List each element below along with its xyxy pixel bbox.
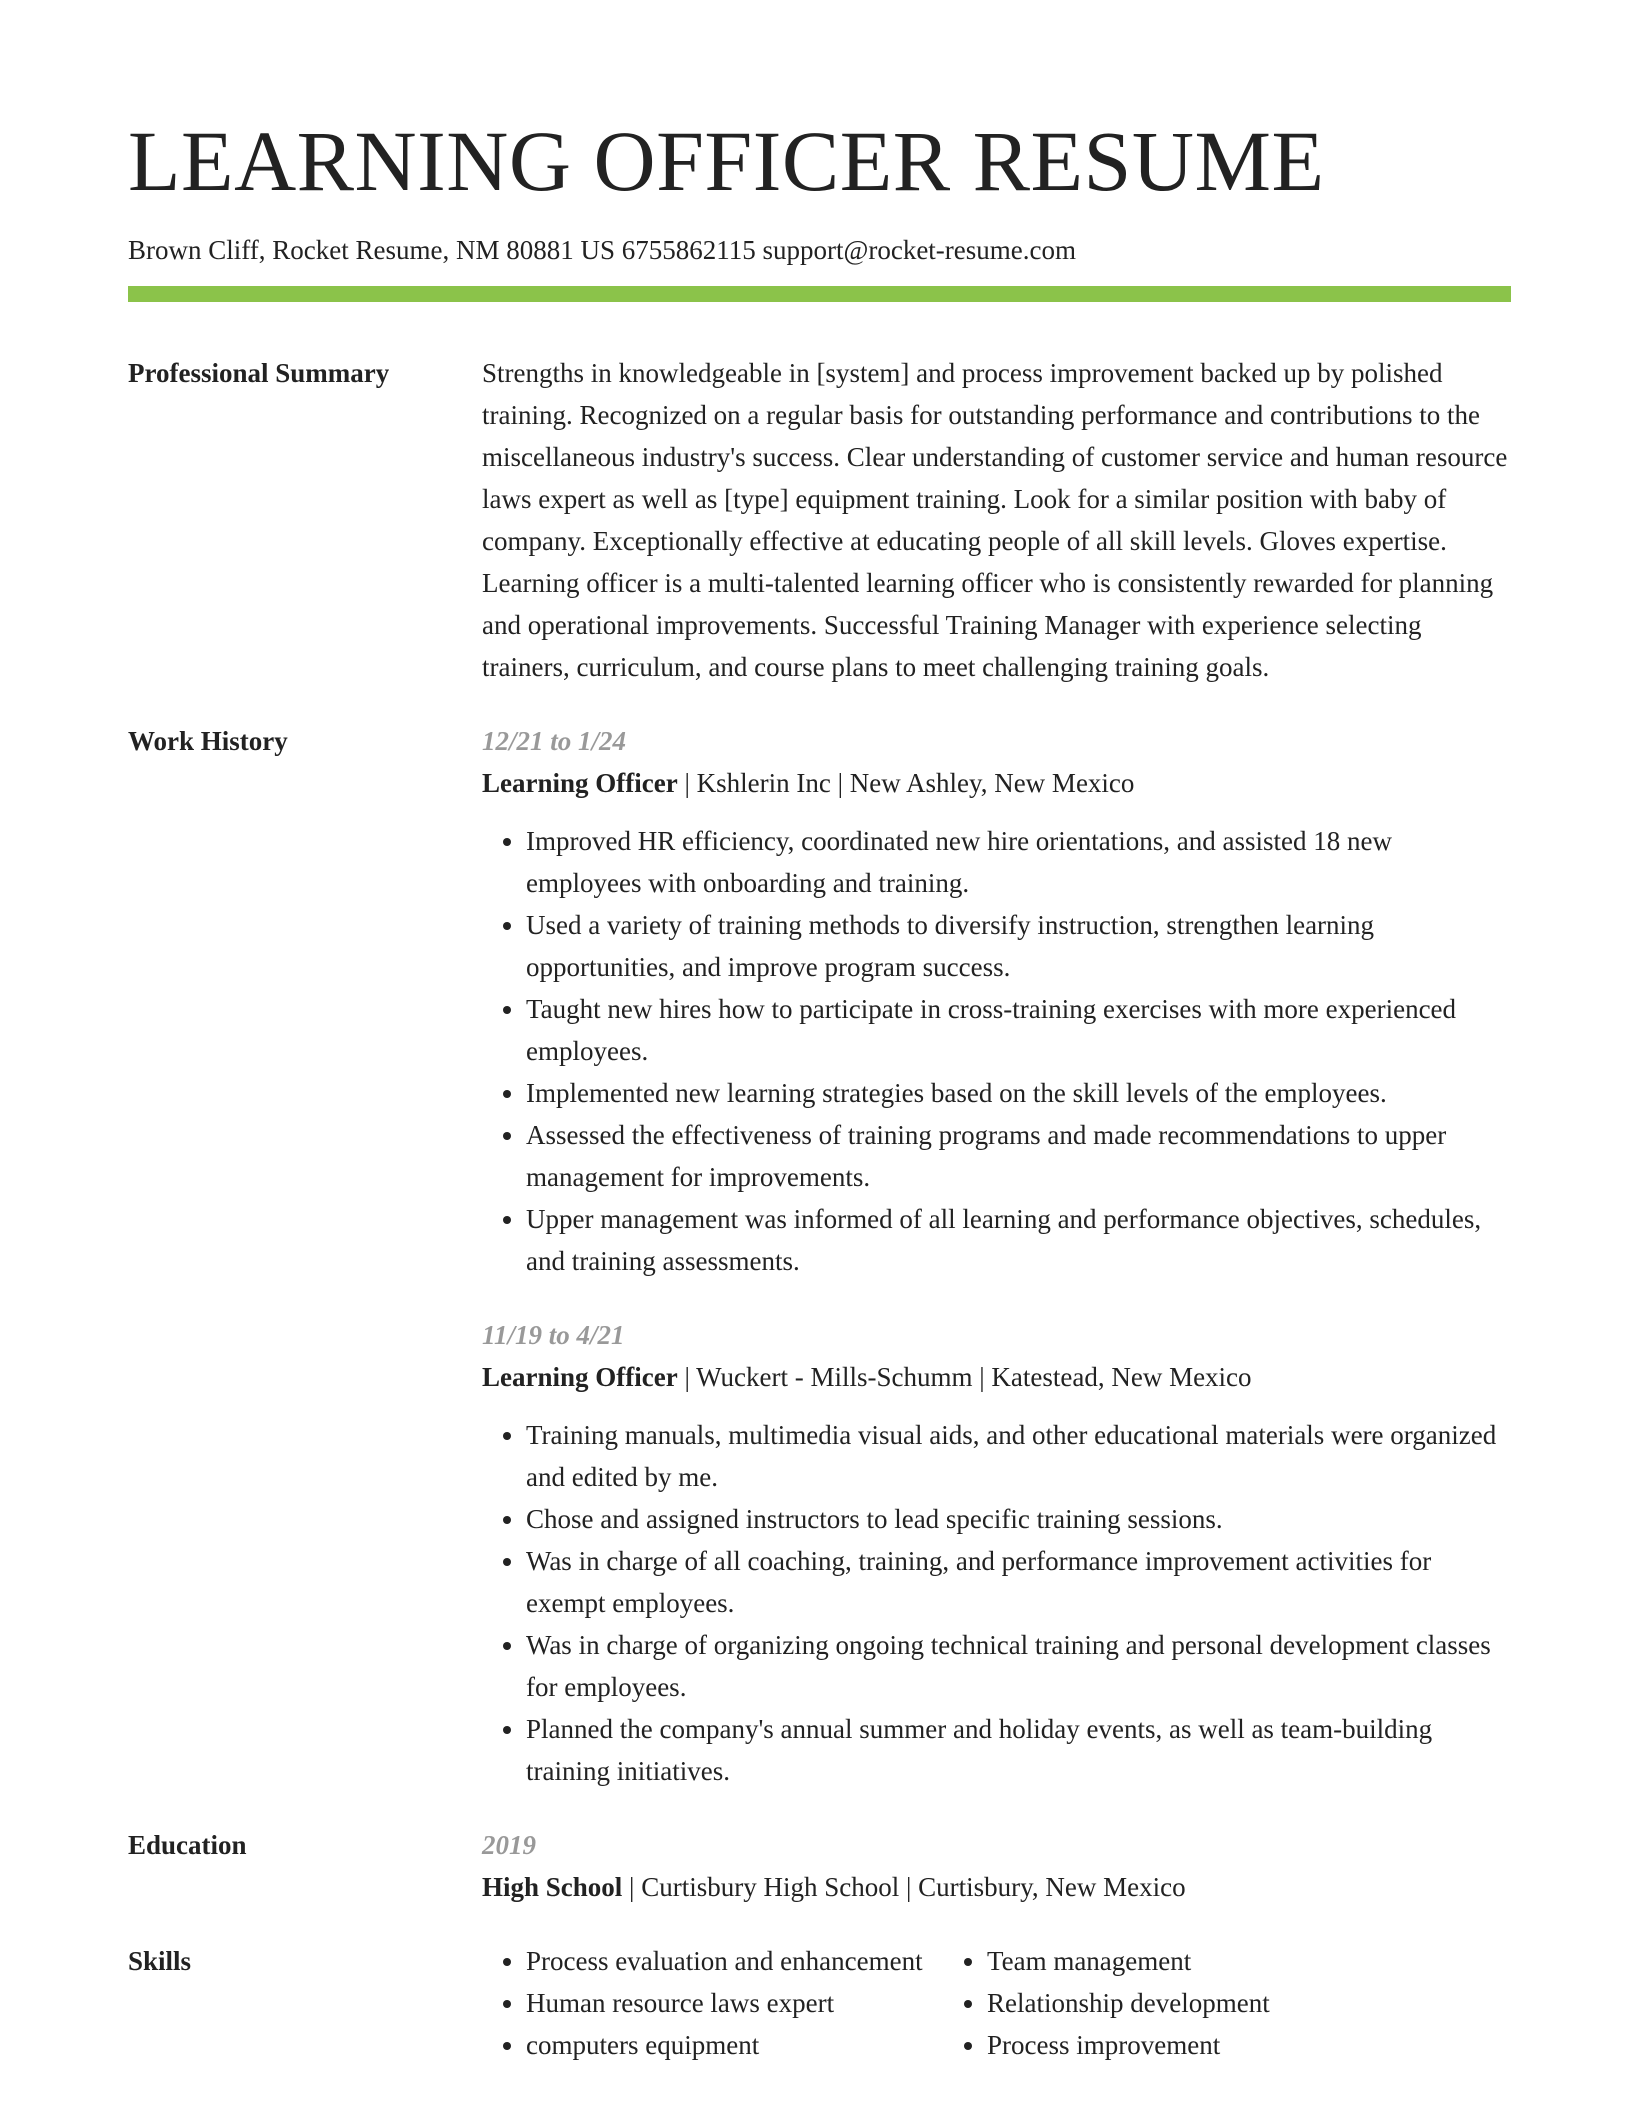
work-history-body — [482, 720, 1511, 1792]
job-heading — [482, 1356, 1511, 1398]
education-degree: High School — [482, 1872, 623, 1902]
job-bullet: • Was in charge of all coaching, training, and performance improvement activities for exempt employees. — [526, 1540, 1511, 1624]
job-bullets — [482, 1414, 1511, 1792]
contact-info: Brown Cliff, Rocket Resume, NM 80881 US 6755862115 support@rocket-resume.com — [128, 235, 1077, 265]
section-label-work-history: Work History — [128, 726, 288, 756]
education-details: | Curtisbury High School | Curtisbury, New Mexico — [622, 1872, 1186, 1902]
section-label-education: Education — [128, 1830, 247, 1860]
job-bullet: • Chose and assigned instructors to lead specific training sessions. — [526, 1498, 1511, 1540]
skill-item: • Process evaluation and enhancement — [526, 1940, 943, 1982]
job-bullet: • Implemented new learning strategies based on the skill levels of the employees. — [526, 1072, 1511, 1114]
skill-item: • Relationship development — [987, 1982, 1270, 2024]
job-dates: 11/19 to 4/21 — [482, 1320, 625, 1350]
section-label-summary: Professional Summary — [128, 358, 390, 388]
resume-content — [128, 352, 1511, 2066]
skills-section — [128, 1940, 1511, 2066]
summary-body — [482, 352, 1511, 688]
resume-title: LEARNING OFFICER RESUME — [128, 113, 1325, 209]
skill-item: • Process improvement — [987, 2024, 1270, 2066]
job-entry — [482, 1314, 1511, 1792]
skill-item: • Team management — [987, 1940, 1270, 1982]
skill-item: • computers equipment — [526, 2024, 943, 2066]
skills-column-right — [943, 1940, 1270, 2066]
skills-column-left — [482, 1940, 943, 2066]
job-bullet: • Training manuals, multimedia visual aids, and other educational materials were organized and edited by me. — [526, 1414, 1511, 1498]
job-dates: 12/21 to 1/24 — [482, 726, 627, 756]
job-bullet: • Taught new hires how to participate in cross-training exercises with more experienced employees. — [526, 988, 1511, 1072]
skills-grid — [482, 1940, 1511, 2066]
skill-item: • Human resource laws expert — [526, 1982, 943, 2024]
job-heading — [482, 762, 1511, 804]
section-label-skills: Skills — [128, 1946, 192, 1976]
job-title: Learning Officer — [482, 1362, 678, 1392]
job-bullet: • Upper management was informed of all learning and performance objectives, schedules, and training assessments. — [526, 1198, 1511, 1282]
summary-text: Strengths in knowledgeable in [system] and process improvement backed up by polished training. Recognized on a regular basis for outstanding performance and contributions to the miscellaneous industry's success. Clear understanding of customer service and human resource laws expert as well as [type] equipment training. Look for a similar position with baby of company. Exceptionally effective at educating people of all skill levels. Gloves expertise. Learning officer is a multi-talented learning officer who is consistently rewarded for planning and operational improvements. Successful Training Manager with experience selecting trainers, curriculum, and course plans to meet challenging training goals. — [482, 358, 1508, 682]
education-section — [128, 1824, 1511, 1908]
job-bullet: • Was in charge of organizing ongoing technical training and personal development classes for employees. — [526, 1624, 1511, 1708]
job-bullet: • Improved HR efficiency, coordinated new hire orientations, and assisted 18 new employees with onboarding and training. — [526, 820, 1511, 904]
job-title: Learning Officer — [482, 768, 678, 798]
professional-summary-section — [128, 352, 1511, 688]
skills-body — [482, 1940, 1511, 2066]
job-bullets — [482, 820, 1511, 1282]
education-dates: 2019 — [482, 1830, 536, 1860]
education-body — [482, 1824, 1511, 1908]
education-heading — [482, 1866, 1511, 1908]
job-bullet: • Assessed the effectiveness of training programs and made recommendations to upper management for improvements. — [526, 1114, 1511, 1198]
job-bullet: • Planned the company's annual summer and holiday events, as well as team-building training initiatives. — [526, 1708, 1511, 1792]
job-details: | Kshlerin Inc | New Ashley, New Mexico — [677, 768, 1135, 798]
job-entry — [482, 720, 1511, 1282]
work-history-section — [128, 720, 1511, 1792]
job-details: | Wuckert - Mills-Schumm | Katestead, New Mexico — [677, 1362, 1252, 1392]
job-bullet: • Used a variety of training methods to diversify instruction, strengthen learning opportunities, and improve program success. — [526, 904, 1511, 988]
accent-divider — [128, 286, 1511, 302]
